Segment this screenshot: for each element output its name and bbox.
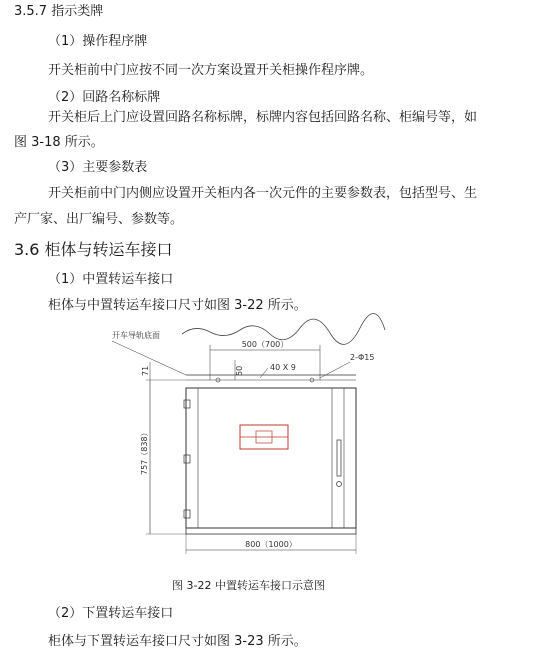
- hinge-middle: [184, 455, 190, 463]
- door-lock: [337, 482, 342, 487]
- item2-text-line2: 图 3-18 所示。: [14, 135, 104, 150]
- figure-3-22-drawing: [110, 300, 410, 575]
- item1-heading: （1）操作程序牌: [48, 34, 148, 49]
- dim-height-label: 757（838）: [140, 428, 149, 475]
- sub1-heading: （1）中置转运车接口: [48, 272, 174, 287]
- cabinet-base: [186, 528, 356, 534]
- dim-2x15-leader: [320, 362, 350, 378]
- sub2-heading: （2）下置转运车接口: [48, 606, 174, 621]
- item3-text-line2: 产厂家、出厂编号、参数等。: [14, 212, 184, 227]
- figure-caption: 图 3-22 中置转运车接口示意图: [172, 579, 325, 592]
- cabinet-outline: [186, 388, 356, 528]
- section-357-title: 3.5.7 指示类牌: [14, 4, 104, 19]
- guide-label: 开车导轨底面: [112, 331, 160, 340]
- dim-2x15-label: 2-Φ15: [350, 353, 375, 362]
- item2-text-line1: 开关柜后上门应设置回路名称标牌，标牌内容包括回路名称、柜编号等，如: [48, 110, 478, 125]
- sub1-text: 柜体与中置转运车接口尺寸如图 3-22 所示。: [48, 298, 307, 313]
- item1-text: 开关柜前中门应按不同一次方案设置开关柜操作程序牌。: [48, 63, 374, 78]
- hinge-bottom: [184, 510, 190, 518]
- item3-text-line1: 开关柜前中门内侧应设置开关柜内各一次元件的主要参数表，包括型号、生: [48, 186, 478, 201]
- door-handle: [337, 440, 341, 476]
- dim-bottom-label: 800（1000）: [245, 540, 297, 549]
- item2-heading: （2）回路名称标牌: [48, 90, 161, 105]
- section-36-title: 3.6 柜体与转运车接口: [14, 240, 173, 259]
- dim-side-small-label: 71: [141, 365, 150, 376]
- dim-top-label: 500（700）: [241, 340, 289, 349]
- dim-50-label: 50: [235, 365, 244, 376]
- hinge-top: [184, 400, 190, 408]
- dim-40x9-label: 40 X 9: [270, 363, 296, 372]
- item3-heading: （3）主要参数表: [48, 160, 148, 175]
- dim-40x9-leader: [260, 368, 268, 378]
- sub2-text: 柜体与下置转运车接口尺寸如图 3-23 所示。: [48, 634, 307, 649]
